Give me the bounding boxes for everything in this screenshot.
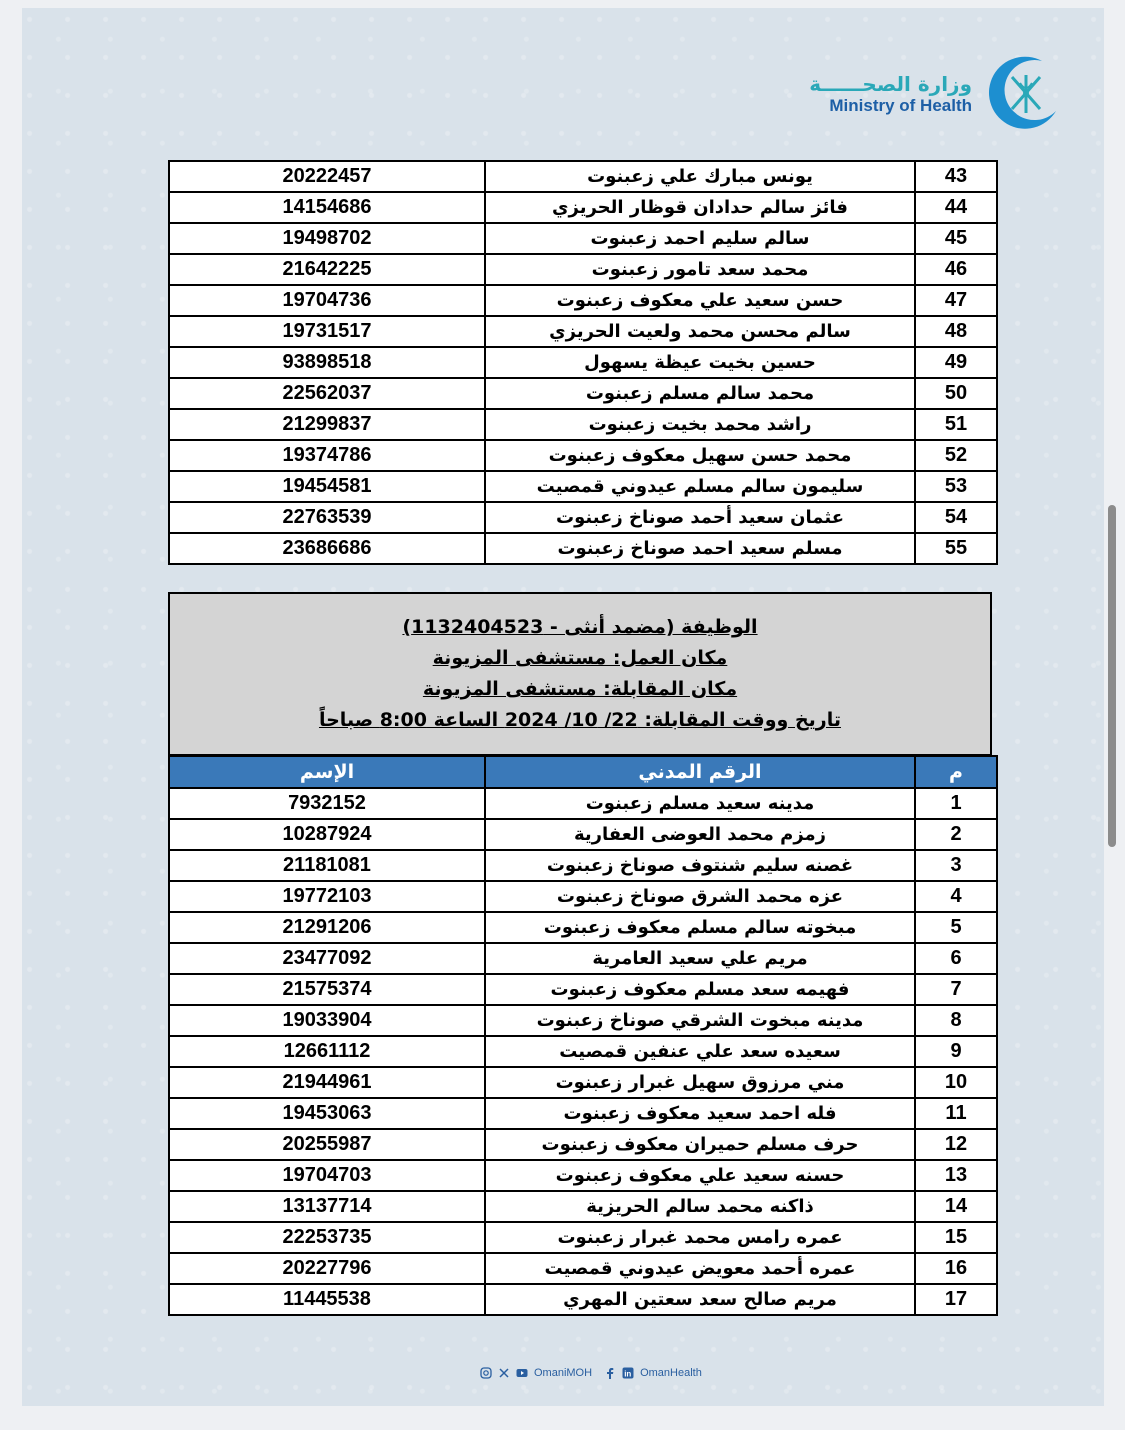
index-cell: 54 [915,502,997,533]
civil-id-cell: 22763539 [169,502,485,533]
table-row [169,974,997,1005]
interview-datetime: تاريخ ووقت المقابلة: 22/ 10/ 2024 الساعة 8:00 صباحاً [318,709,841,731]
table-row [169,192,997,223]
index-cell: 49 [915,347,997,378]
scrollbar-thumb[interactable] [1108,505,1116,847]
candidates-table-bottom [168,755,998,1316]
youtube-icon[interactable] [516,1367,528,1379]
name-cell: فائز سالم حدادان قوظار الحريزي [485,192,915,223]
name-cell: مسلم سعيد احمد صوناخ زعبنوت [485,533,915,564]
table-row [169,1036,997,1067]
civil-id-cell: 22562037 [169,378,485,409]
table-row [169,1222,997,1253]
name-cell: راشد محمد بخيت زعبنوت [485,409,915,440]
index-cell: 1 [915,788,997,819]
name-cell: مبخوته سالم مسلم معكوف زعبنوت [485,912,915,943]
name-cell: زمزم محمد العوضى العفارية [485,819,915,850]
table-row [169,223,997,254]
table-row [169,1067,997,1098]
name-cell: عمره أحمد معويض عيدوني قمصيت [485,1253,915,1284]
civil-id-cell: 21299837 [169,409,485,440]
name-cell: عزه محمد الشرق صوناخ زعبنوت [485,881,915,912]
name-cell: محمد حسن سهيل معكوف زعبنوت [485,440,915,471]
index-cell: 9 [915,1036,997,1067]
name-cell: مني مرزوق سهيل غبرار زعبنوت [485,1067,915,1098]
table-row [169,943,997,974]
table-row [169,378,997,409]
civil-id-cell: 19498702 [169,223,485,254]
header-civil-id: الرقم المدني [485,756,915,788]
table-row [169,1005,997,1036]
index-cell: 55 [915,533,997,564]
table-row [169,409,997,440]
civil-id-cell: 13137714 [169,1191,485,1222]
index-cell: 12 [915,1129,997,1160]
logo-english-text: Ministry of Health [829,95,972,115]
table-row [169,1160,997,1191]
index-cell: 3 [915,850,997,881]
index-cell: 16 [915,1253,997,1284]
civil-id-cell: 19731517 [169,316,485,347]
table-row [169,1129,997,1160]
index-cell: 44 [915,192,997,223]
ministry-logo [804,46,1064,141]
index-cell: 10 [915,1067,997,1098]
civil-id-cell: 19772103 [169,881,485,912]
name-cell: محمد سعد تامور زعبنوت [485,254,915,285]
linkedin-icon[interactable] [622,1367,634,1379]
civil-id-cell: 19374786 [169,440,485,471]
name-cell: عثمان سعيد أحمد صوناخ زعبنوت [485,502,915,533]
table-row [169,819,997,850]
header-name: الإسم [169,756,485,788]
name-cell: مريم صالح سعد سعتين المهري [485,1284,915,1315]
name-cell: مدينه سعيد مسلم زعبنوت [485,788,915,819]
civil-id-cell: 21575374 [169,974,485,1005]
name-cell: سالم محسن محمد ولعيت الحريزي [485,316,915,347]
x-icon[interactable] [498,1367,510,1379]
name-cell: حرف مسلم حميران معكوف زعبنوت [485,1129,915,1160]
job-title: الوظيفة (مضمد أنثى - 1132404523) [402,616,758,638]
interview-place: مكان المقابلة: مستشفى المزيونة [422,678,738,700]
name-cell: عمره رامس محمد غبرار زعبنوت [485,1222,915,1253]
index-cell: 8 [915,1005,997,1036]
index-cell: 52 [915,440,997,471]
table-row [169,1191,997,1222]
table-row [169,850,997,881]
civil-id-cell: 20255987 [169,1129,485,1160]
civil-id-cell: 11445538 [169,1284,485,1315]
civil-id-cell: 23686686 [169,533,485,564]
civil-id-cell: 23477092 [169,943,485,974]
civil-id-cell: 21642225 [169,254,485,285]
table-row [169,1098,997,1129]
table-row [169,912,997,943]
index-cell: 47 [915,285,997,316]
index-cell: 17 [915,1284,997,1315]
name-cell: مدينه مبخوت الشرقي صوناخ زعبنوت [485,1005,915,1036]
name-cell: سليمون سالم مسلم عيدوني قمصيت [485,471,915,502]
header-index: م [915,756,997,788]
ministry-emblem-icon [982,53,1064,135]
social-handle-1[interactable]: OmaniMOH [534,1367,593,1379]
table-row [169,471,997,502]
name-cell: يونس مبارك علي زعبنوت [485,161,915,192]
table-row [169,254,997,285]
index-cell: 50 [915,378,997,409]
index-cell: 45 [915,223,997,254]
name-cell: حسن سعيد علي معكوف زعبنوت [485,285,915,316]
civil-id-cell: 19454581 [169,471,485,502]
civil-id-cell: 19033904 [169,1005,485,1036]
civil-id-cell: 19453063 [169,1098,485,1129]
civil-id-cell: 20222457 [169,161,485,192]
social-footer [480,1364,702,1382]
civil-id-cell: 19704736 [169,285,485,316]
civil-id-cell: 93898518 [169,347,485,378]
civil-id-cell: 21291206 [169,912,485,943]
name-cell: سعيده سعد علي عنفين قمصيت [485,1036,915,1067]
job-info-box [168,592,992,756]
name-cell: غصنه سليم شنتوف صوناخ زعبنوت [485,850,915,881]
index-cell: 46 [915,254,997,285]
name-cell: مريم علي سعيد العامرية [485,943,915,974]
index-cell: 43 [915,161,997,192]
index-cell: 2 [915,819,997,850]
civil-id-cell: 22253735 [169,1222,485,1253]
civil-id-cell: 12661112 [169,1036,485,1067]
social-handle-2[interactable]: OmanHealth [640,1367,702,1379]
workplace: مكان العمل: مستشفى المزيونة [432,647,728,669]
candidates-table-top [168,160,998,565]
table-header-row [169,756,997,788]
name-cell: حسين بخيت عيظة يسهول [485,347,915,378]
index-cell: 4 [915,881,997,912]
name-cell: محمد سالم مسلم زعبنوت [485,378,915,409]
table-row [169,502,997,533]
table-row [169,533,997,564]
civil-id-cell: 19704703 [169,1160,485,1191]
civil-id-cell: 21181081 [169,850,485,881]
civil-id-cell: 7932152 [169,788,485,819]
index-cell: 6 [915,943,997,974]
table-row [169,788,997,819]
table-row [169,881,997,912]
table-row [169,440,997,471]
name-cell: فله احمد سعيد معكوف زعبنوت [485,1098,915,1129]
civil-id-cell: 20227796 [169,1253,485,1284]
table-row [169,1284,997,1315]
table-row [169,316,997,347]
name-cell: فهيمه سعد مسلم معكوف زعبنوت [485,974,915,1005]
table-row [169,347,997,378]
logo-arabic-text: وزارة الصحــــــة [809,71,972,96]
table-row [169,1253,997,1284]
index-cell: 7 [915,974,997,1005]
index-cell: 13 [915,1160,997,1191]
civil-id-cell: 10287924 [169,819,485,850]
instagram-icon[interactable] [480,1367,492,1379]
index-cell: 51 [915,409,997,440]
index-cell: 48 [915,316,997,347]
index-cell: 11 [915,1098,997,1129]
facebook-icon[interactable] [604,1367,616,1379]
civil-id-cell: 14154686 [169,192,485,223]
index-cell: 5 [915,912,997,943]
table-row [169,161,997,192]
index-cell: 53 [915,471,997,502]
name-cell: ذاكنه محمد سالم الحريزية [485,1191,915,1222]
svg-text:in: in [624,1369,632,1379]
table-row [169,285,997,316]
name-cell: حسنه سعيد علي معكوف زعبنوت [485,1160,915,1191]
civil-id-cell: 21944961 [169,1067,485,1098]
name-cell: سالم سليم احمد زعبنوت [485,223,915,254]
index-cell: 14 [915,1191,997,1222]
index-cell: 15 [915,1222,997,1253]
